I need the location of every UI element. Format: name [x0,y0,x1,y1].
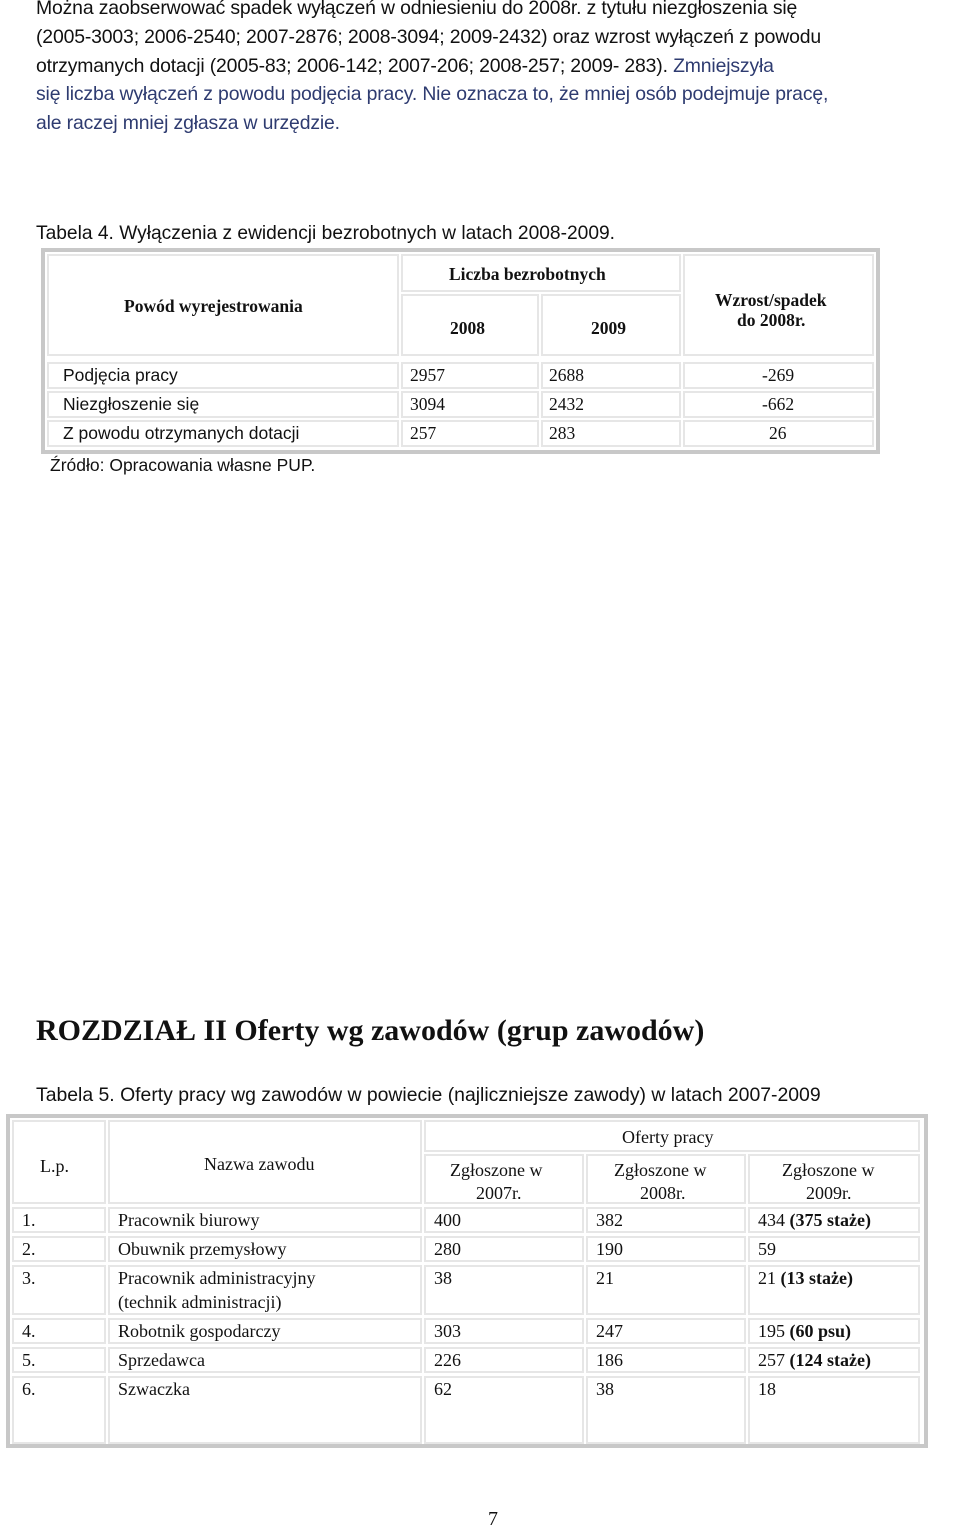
table5-row4-2007: 303 [434,1321,461,1341]
table5-row3-2007: 38 [434,1268,452,1288]
table5-header-2007-line1: Zgłoszone w [450,1160,543,1180]
intro-line-3-highlight: Zmniejszyła [673,54,774,77]
table5-row1-2009 [758,1210,871,1231]
table5-row3-2009-note: (13 staże) [780,1268,853,1288]
table5-row3-lp: 3. [22,1268,36,1288]
table5-row4-name: Robotnik gospodarczy [118,1321,281,1341]
table4-row1-2008: 2957 [410,365,445,385]
table4-header-count-cell [401,254,681,292]
table5-row1-2007: 400 [434,1210,461,1230]
table-row [47,362,399,389]
table5-header-name-cell [108,1120,422,1204]
table5-header-2008-cell [586,1154,746,1204]
intro-line-4-highlight: się liczba wyłączeń z powodu podjęcia pracy. [36,83,418,106]
table5-row5-2009-value: 257 [758,1350,785,1370]
table5-row4-2008-cell [586,1318,746,1344]
table5-header-2008-line2: 2008r. [640,1183,686,1203]
table4-header-reason-cell [47,254,399,356]
table4-row2-2008-cell [401,391,539,418]
table5-header-2009-cell [748,1154,920,1204]
table5-row6-2009-cell [748,1376,920,1444]
table-row [12,1347,106,1373]
table5-row5-2007-cell [424,1347,584,1373]
table5-row6-name: Szwaczka [118,1379,190,1399]
table5-row4-2009-cell [748,1318,920,1344]
table4-row2-2009-cell [541,391,681,418]
table5-header-lp-cell [12,1120,106,1204]
table5-row3-2007-cell [424,1265,584,1315]
table5-row6-name-cell [108,1376,422,1444]
table5-header-offers: Oferty pracy [622,1127,714,1147]
table5-header-2007-cell [424,1154,584,1204]
table5-row6-2007: 62 [434,1379,452,1399]
table5-row4-2008: 247 [596,1321,623,1341]
table4-header-2008: 2008 [450,318,485,338]
table5-row5-lp: 5. [22,1350,36,1370]
table5-row2-name-cell [108,1236,422,1262]
table5 [6,1114,928,1448]
table-row [47,420,399,447]
table4-row3-reason: Z powodu otrzymanych dotacji [63,423,300,443]
table4-row1-2008-cell [401,362,539,389]
table5-row5-2008: 186 [596,1350,623,1370]
table4-row2-2008: 3094 [410,394,445,414]
table-row [47,391,399,418]
table5-header-offers-cell [424,1120,920,1152]
table-row [12,1265,106,1315]
table4-row3-2008-cell [401,420,539,447]
table5-row1-2008: 382 [596,1210,623,1230]
table4-row2-change-cell [683,391,874,418]
table5-row2-2009: 59 [758,1239,776,1259]
table-row [12,1376,106,1444]
table5-row5-name-cell [108,1347,422,1373]
table4-header-2009-cell [541,294,681,356]
table4-row1-2009-cell [541,362,681,389]
chapter-title: ROZDZIAŁ II Oferty wg zawodów (grup zawodów) [36,1014,705,1047]
table5-row5-2009 [758,1350,871,1371]
intro-line-4-text: Nie oznacza to, że mniej osób podejmuje pracę, [422,83,829,106]
table5-header-lp: L.p. [40,1156,69,1176]
table5-row2-2007-cell [424,1236,584,1262]
table5-row6-2007-cell [424,1376,584,1444]
table5-row3-2009-cell [748,1265,920,1315]
table4-row1-change: -269 [762,365,795,385]
table5-row5-2009-cell [748,1347,920,1373]
intro-line-2: (2005-3003; 2006-2540; 2007-2876; 2008-3094; 2009-2432) oraz wzrost wyłączeń z powodu [36,25,821,48]
table4-row2-change: -662 [762,394,795,414]
table5-row1-2009-value: 434 [758,1210,785,1230]
table4-caption: Tabela 4. Wyłączenia z ewidencji bezrobotnych w latach 2008-2009. [36,223,615,244]
table5-row4-2007-cell [424,1318,584,1344]
table5-row3-name-line2: (technik administracji) [118,1292,282,1312]
table5-row1-2008-cell [586,1207,746,1233]
table5-row6-2008: 38 [596,1379,614,1399]
table5-row5-2008-cell [586,1347,746,1373]
page-number: 7 [488,1508,498,1530]
table5-header-2009-line2: 2009r. [806,1183,852,1203]
intro-line-4 [36,80,956,109]
table5-row4-2009-note: (60 psu) [789,1321,852,1341]
table5-row6-2008-cell [586,1376,746,1444]
table4-row2-2009: 2432 [549,394,584,414]
table5-row3-2009 [758,1268,853,1289]
table4-header-count: Liczba bezrobotnych [449,264,606,284]
table5-row2-name: Obuwnik przemysłowy [118,1239,287,1259]
table5-row3-name: Pracownik administracyjny [118,1268,316,1288]
table5-row2-2008: 190 [596,1239,623,1259]
table5-row5-2009-note: (124 staże) [789,1350,871,1370]
table5-row6-2009: 18 [758,1379,776,1399]
table5-row3-2008: 21 [596,1268,614,1288]
table4-row1-reason: Podjęcia pracy [63,365,178,385]
table5-row2-2009-cell [748,1236,920,1262]
intro-line-1: Można zaobserwować spadek wyłączeń w odniesieniu do 2008r. z tytułu niezgłoszenia się [36,0,798,19]
table5-row1-lp: 1. [22,1210,36,1230]
table4-row3-change: 26 [769,423,787,443]
table5-header-2007-line2: 2007r. [476,1183,522,1203]
intro-line-3 [36,52,956,81]
table5-row6-lp: 6. [22,1379,36,1399]
table5-row5-2007: 226 [434,1350,461,1370]
table5-row4-2009-value: 195 [758,1321,785,1341]
table5-caption: Tabela 5. Oferty pracy wg zawodów w powiecie (najliczniejsze zawody) w latach 2007-2009 [36,1084,821,1106]
table4 [41,248,880,454]
table5-row1-name: Pracownik biurowy [118,1210,260,1230]
table5-row4-lp: 4. [22,1321,36,1341]
table4-row3-2009: 283 [549,423,576,443]
table4-header-change-line1: Wzrost/spadek [715,290,827,310]
table-row [12,1318,106,1344]
table5-row3-2008-cell [586,1265,746,1315]
table4-header-change-line2: do 2008r. [737,310,806,330]
table5-row4-name-cell [108,1318,422,1344]
table4-header-change-cell [683,254,874,356]
table4-row1-change-cell [683,362,874,389]
table4-row2-reason: Niezgłoszenie się [63,394,200,414]
table4-header-2009: 2009 [591,318,626,338]
table5-row3-2009-value: 21 [758,1268,776,1288]
table4-row1-2009: 2688 [549,365,584,385]
table5-row5-name: Sprzedawca [118,1350,205,1370]
table5-row1-2009-cell [748,1207,920,1233]
intro-paragraph [36,0,956,138]
table4-source: Źródło: Opracowania własne PUP. [50,455,316,475]
table4-header-reason: Powód wyrejestrowania [124,296,303,316]
table5-row2-2007: 280 [434,1239,461,1259]
table5-row1-2009-note: (375 staże) [789,1210,871,1230]
table4-header-2008-cell [401,294,539,356]
table5-row1-name-cell [108,1207,422,1233]
table5-header-name: Nazwa zawodu [204,1154,315,1174]
table5-row2-2008-cell [586,1236,746,1262]
intro-line-5: ale raczej mniej zgłasza w urzędzie. [36,112,340,135]
table4-row3-2008: 257 [410,423,437,443]
table-row [12,1207,106,1233]
table4-row3-2009-cell [541,420,681,447]
table5-row1-2007-cell [424,1207,584,1233]
table5-row4-2009 [758,1321,851,1342]
table4-row3-change-cell [683,420,874,447]
table5-header-2008-line1: Zgłoszone w [614,1160,707,1180]
table5-row3-name-cell [108,1265,422,1315]
table-row [12,1236,106,1262]
table5-row2-lp: 2. [22,1239,36,1259]
table5-header-2009-line1: Zgłoszone w [782,1160,875,1180]
intro-line-3-text: otrzymanych dotacji (2005-83; 2006-142; 2007-206; 2008-257; 2009- 283). [36,54,668,77]
